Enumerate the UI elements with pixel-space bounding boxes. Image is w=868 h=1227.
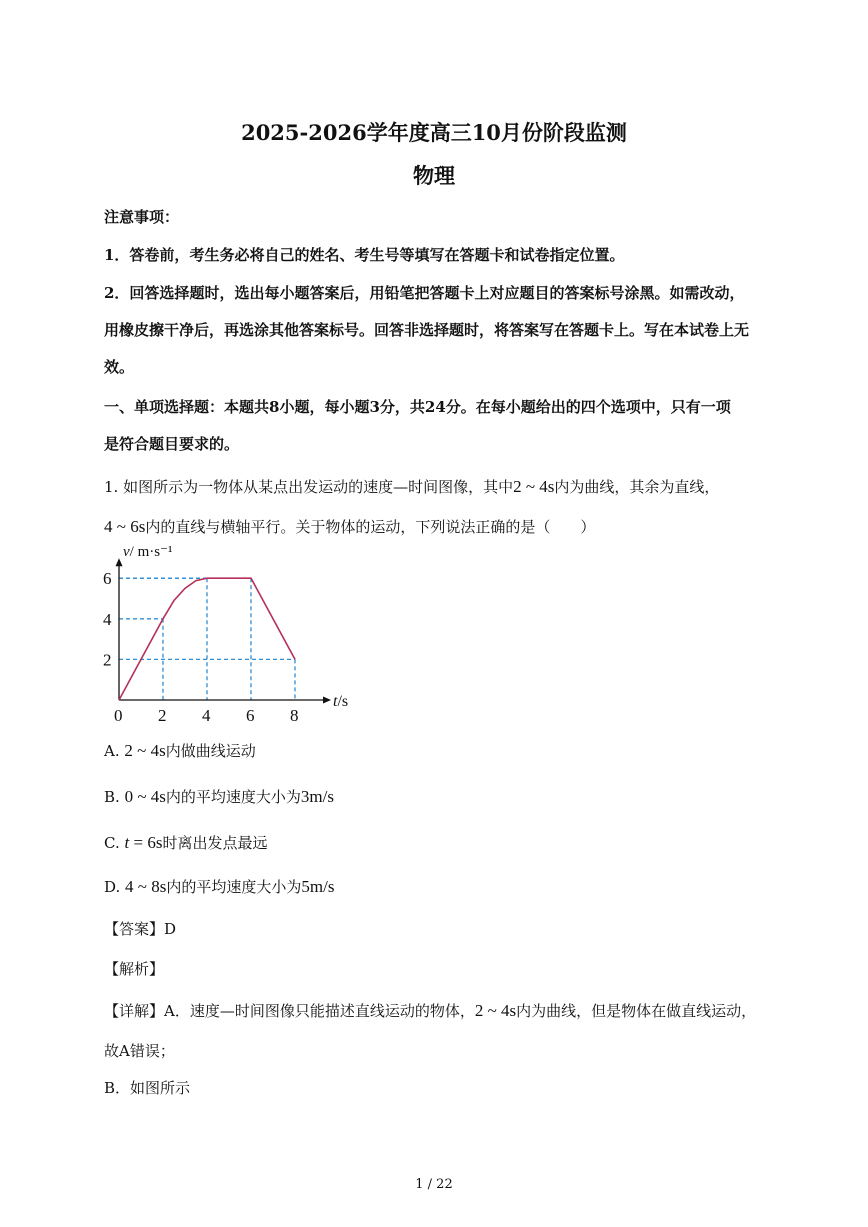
option-d[interactable] <box>104 876 334 897</box>
analysis-heading: 【解析】 <box>104 960 165 978</box>
question-1-math-2: 4 ~ 6s <box>104 517 146 536</box>
notice-item-2-line-1: 2．回答选择题时，选出每小题答案后，用铅笔把答题卡上对应题目的答案标号涂黑。如需改动， <box>104 284 745 302</box>
velocity-time-graph <box>98 540 358 730</box>
velocity-curve-0 <box>119 578 295 700</box>
detail-line-3: B．如图所示 <box>104 1079 191 1097</box>
notice-heading: 注意事项： <box>104 208 180 226</box>
page-number: 1 / 22 <box>415 1177 453 1192</box>
x-tick-4: 4 <box>202 706 211 725</box>
option-c[interactable] <box>104 832 267 853</box>
option-d-label: D. <box>104 878 121 896</box>
x-tick-6: 6 <box>246 706 255 725</box>
option-a-label: A. <box>104 742 120 760</box>
question-1-line-2 <box>104 516 595 537</box>
option-d-value: 5m/s <box>301 877 335 896</box>
option-b-value: 3m/s <box>300 787 334 806</box>
y-tick-2: 2 <box>103 650 112 670</box>
y-axis-label: v/ m·s⁻¹ <box>123 544 173 560</box>
y-tick-6: 6 <box>103 569 112 589</box>
option-c-math: = 6s <box>129 833 163 852</box>
document-title: 2025-2026学年度高三10月份阶段监测 <box>241 120 627 145</box>
option-a-math: 2 ~ 4s <box>124 741 166 760</box>
answer-line: 【答案】D <box>104 920 177 938</box>
detail-line-2: 故A错误； <box>104 1042 175 1060</box>
notice-item-1: 1．答卷前，考生务必将自己的姓名、考生号等填写在答题卡和试卷指定位置。 <box>104 246 625 264</box>
detail-text-b: 内为曲线，但是物体在做直线运动， <box>516 1002 757 1020</box>
detail-line-1 <box>104 1000 756 1021</box>
detail-math: 2 ~ 4s <box>474 1001 517 1020</box>
option-c-label: C. <box>104 834 120 852</box>
question-1-text-c: 内的直线与横轴平行。关于物体的运动，下列说法正确的是（ ） <box>145 518 596 536</box>
option-c-text: 时离出发点最远 <box>162 834 268 852</box>
detail-text-a: 【详解】A．速度—时间图像只能描述直线运动的物体， <box>104 1002 475 1020</box>
option-a-text: 内做曲线运动 <box>165 742 256 760</box>
option-d-math: 4 ~ 8s <box>125 877 167 896</box>
notice-item-2-line-2: 用橡皮擦干净后，再选涂其他答案标号。回答非选择题时，将答案写在答题卡上。写在本试卷上无 <box>104 321 750 339</box>
question-1-text-a: 1. 如图所示为一物体从某点出发运动的速度—时间图像，其中 <box>104 478 514 496</box>
option-b-math: 0 ~ 4s <box>124 787 166 806</box>
option-b-text: 内的平均速度大小为 <box>165 788 301 806</box>
notice-item-2-line-3: 效。 <box>104 358 135 376</box>
section-heading-line-2: 是符合题目要求的。 <box>104 435 240 453</box>
option-d-text: 内的平均速度大小为 <box>166 878 302 896</box>
option-b[interactable] <box>104 786 334 807</box>
x-tick-8: 8 <box>290 706 299 725</box>
option-c-var: t <box>124 833 130 852</box>
x-tick-0: 0 <box>114 706 123 725</box>
y-tick-4: 4 <box>103 609 112 629</box>
question-1-math-1: 2 ~ 4s <box>513 477 555 496</box>
x-axis-arrow <box>323 697 331 704</box>
question-1-line-1 <box>104 476 719 497</box>
x-tick-2: 2 <box>158 706 167 725</box>
option-b-label: B. <box>104 788 120 806</box>
x-axis-label: t/s <box>333 693 349 710</box>
section-heading-line-1: 一、单项选择题：本题共8小题，每小题3分，共24分。在每小题给出的四个选项中，只有一项 <box>104 398 731 416</box>
subject-title: 物理 <box>413 163 455 188</box>
question-1-text-b: 内为曲线，其余为直线， <box>554 478 720 496</box>
option-a[interactable] <box>104 740 256 761</box>
y-axis-arrow <box>116 558 123 566</box>
